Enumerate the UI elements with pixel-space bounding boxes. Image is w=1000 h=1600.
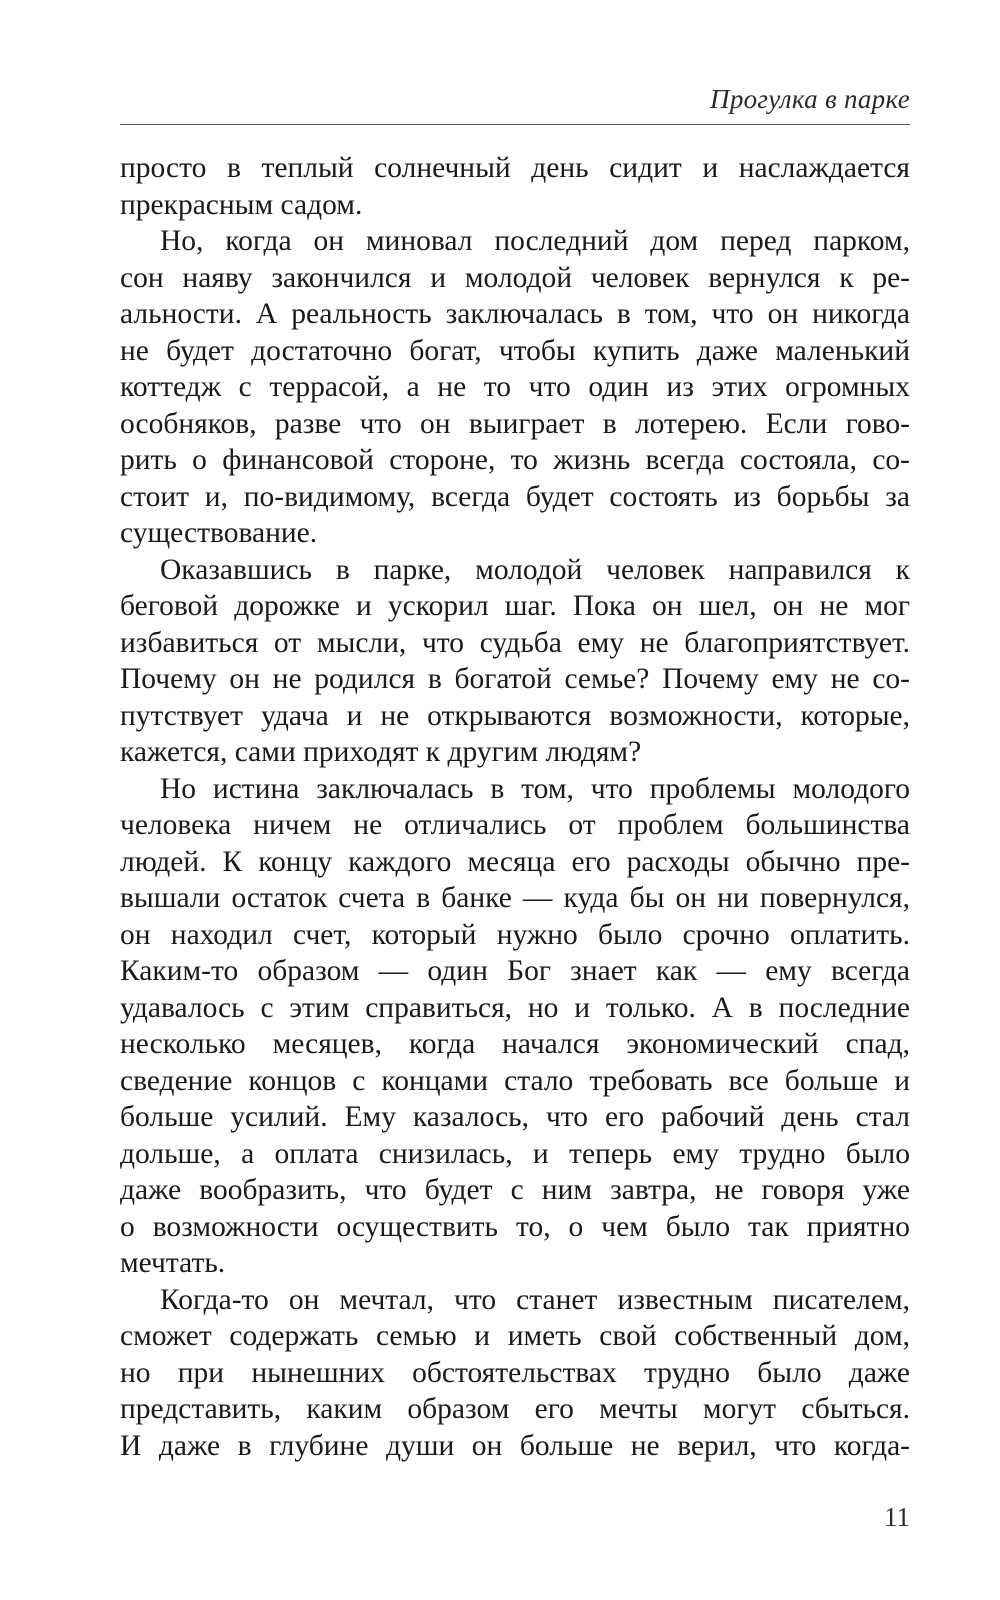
body-text	[120, 150, 910, 1464]
text-line: коттедж с террасой, а не то что один из этих огромных	[120, 371, 910, 403]
text-line: дольше, а оплата снизилась, и теперь ему трудно было	[120, 1137, 910, 1170]
text-line: не будет достаточно богат, чтобы купить даже маленький	[120, 334, 910, 367]
text-line: рить о финансовой стороне, то жизнь всегда состояла, со-	[120, 444, 910, 476]
text-line: вышали остаток счета в банке — куда бы он ни повернулся,	[120, 882, 910, 914]
text-line: Но истина заключалась в том, что проблемы молодого	[160, 772, 910, 805]
text-line: сон наяву закончился и молодой человек вернулся к ре-	[120, 261, 910, 294]
text-line: больше усилий. Ему казалось, что его рабочий день стал	[120, 1101, 910, 1133]
text-line: Каким-то образом — один Бог знает как — ему всегда	[120, 955, 910, 987]
text-line: просто в теплый солнечный день сидит и наслаждается	[120, 152, 910, 184]
text-line: о возможности осуществить то, о чем было так приятно	[120, 1210, 910, 1243]
text-line: сможет содержать семью и иметь свой собственный дом,	[120, 1320, 910, 1352]
text-line: Оказавшись в парке, молодой человек направился к	[160, 553, 910, 586]
text-line: существование.	[120, 517, 318, 549]
text-line: И даже в глубине души он больше не верил, что когда-	[120, 1429, 910, 1462]
text-line: альности. А реальность заключалась в том, что он никогда	[120, 298, 910, 330]
text-line: прекрасным садом.	[120, 188, 363, 221]
text-line: но при нынешних обстоятельствах трудно было даже	[120, 1356, 910, 1389]
page-number: 11	[884, 1502, 910, 1532]
text-line: избавиться от мысли, что судьба ему не благоприятствует.	[120, 626, 910, 659]
header-rule	[120, 124, 910, 125]
text-line: он находил счет, который нужно было срочно оплатить.	[120, 918, 910, 951]
text-line: даже вообразить, что будет с ним завтра, не говоря уже	[120, 1174, 910, 1206]
text-line: Но, когда он миновал последний дом перед парком,	[160, 225, 910, 257]
text-line: кажется, сами приходят к другим людям?	[120, 736, 642, 768]
text-line: мечтать.	[120, 1247, 226, 1279]
text-line: людей. К концу каждого месяца его расходы обычно пре-	[120, 845, 910, 878]
text-line: путствует удача и не открываются возможности, которые,	[120, 699, 910, 732]
text-line: Когда-то он мечтал, что станет известным писателем,	[160, 1283, 910, 1316]
text-line: сведение концов с концами стало требовать все больше и	[120, 1064, 910, 1097]
text-line: несколько месяцев, когда начался экономический спад,	[120, 1028, 910, 1060]
text-line: стоит и, по-видимому, всегда будет состоять из борьбы за	[120, 480, 910, 513]
text-line: особняков, разве что он выиграет в лотерею. Если гово-	[120, 407, 910, 440]
running-head-title: Прогулка в парке	[710, 84, 910, 114]
text-line: Почему он не родился в богатой семье? Почему ему не со-	[120, 663, 910, 695]
text-line: человека ничем не отличались от проблем большинства	[120, 809, 910, 841]
text-line: удавалось с этим справиться, но и только. А в последние	[120, 991, 910, 1024]
text-line: представить, каким образом его мечты могут сбыться.	[120, 1393, 910, 1425]
text-line: беговой дорожке и ускорил шаг. Пока он шел, он не мог	[120, 590, 910, 622]
